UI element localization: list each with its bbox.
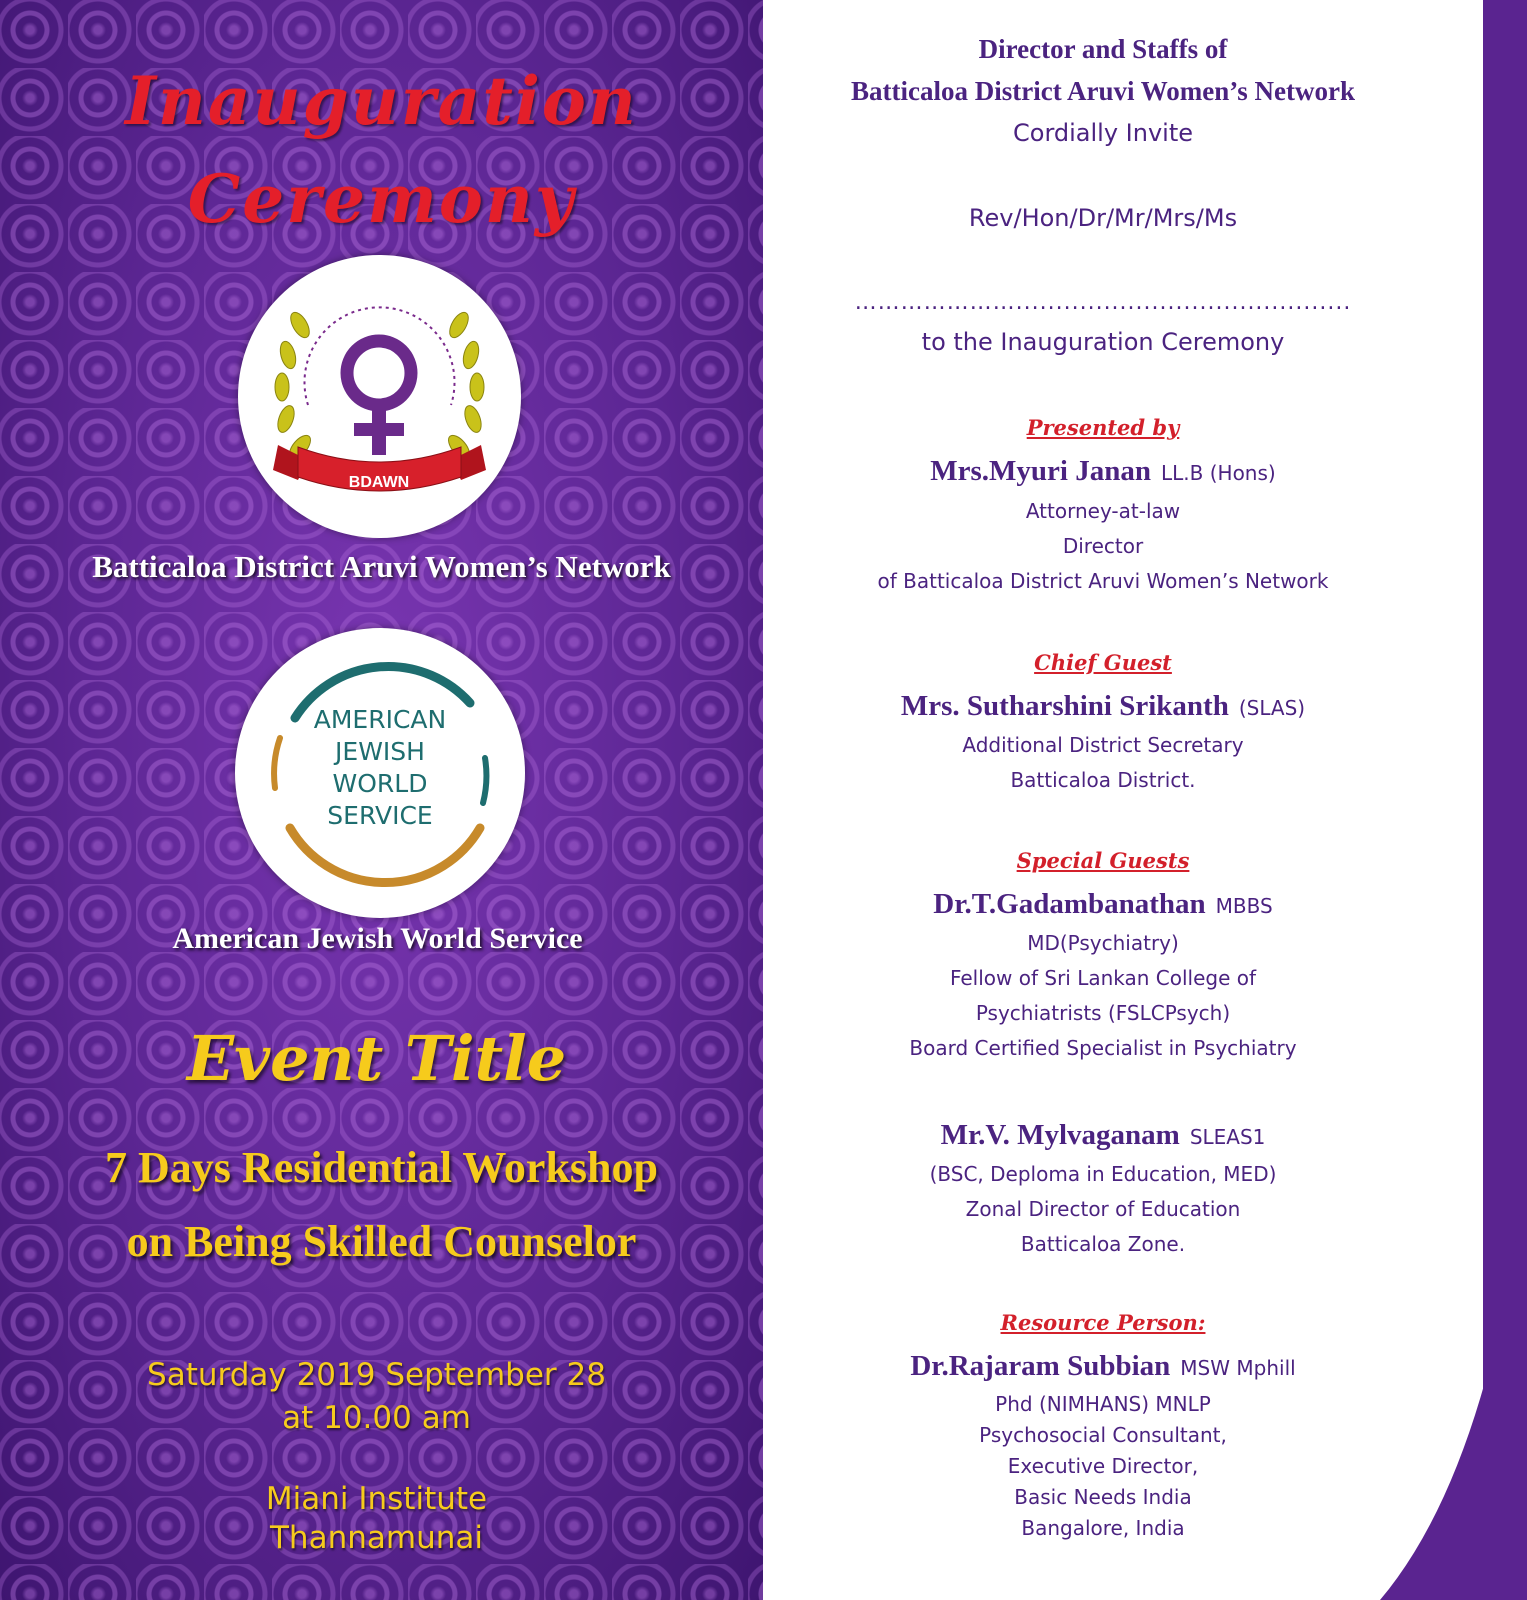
resource-line-4: Basic Needs India (1014, 1485, 1192, 1509)
presenter-line-2: Director (1062, 534, 1144, 558)
intro-line-2: Batticaloa District Aruvi Women’s Network (851, 76, 1355, 106)
resource-name: Dr.Rajaram Subbian (910, 1350, 1171, 1382)
guest1-name-row (763, 888, 1443, 921)
resource-suffix: MSW Mphill (1180, 1356, 1296, 1380)
chief-name-row (763, 690, 1443, 723)
guest1-line-2: Fellow of Sri Lankan College of (949, 966, 1257, 990)
workshop-line-2: on Being Skilled Counselor (126, 1217, 637, 1266)
presenter-name: Mrs.Myuri Janan (930, 455, 1151, 487)
presented-by-heading: Presented by (1026, 415, 1180, 440)
resource-line-1: Phd (NIMHANS) MNLP (995, 1392, 1211, 1416)
ajws-text-line3: WORLD (332, 769, 428, 798)
bdawn-badge-text: BDAWN (348, 474, 410, 491)
chief-guest-heading: Chief Guest (1034, 650, 1172, 675)
special-guests-heading: Special Guests (1016, 848, 1190, 873)
venue-line-1: Miani Institute (265, 1481, 488, 1517)
chief-line-2: Batticaloa District. (1010, 768, 1196, 792)
presenter-line-3: of Batticaloa District Aruvi Women’s Network (877, 569, 1329, 593)
event-date: Saturday 2019 September 28 (147, 1357, 606, 1393)
resource-name-row (763, 1350, 1443, 1383)
resource-line-3: Executive Director, (1007, 1454, 1199, 1478)
chief-name: Mrs. Sutharshini Srikanth (900, 690, 1229, 722)
guest2-line-3: Batticaloa Zone. (1020, 1232, 1186, 1256)
title-ceremony: Ceremony (187, 160, 576, 238)
guest1-line-4: Board Certified Specialist in Psychiatry (909, 1036, 1297, 1060)
guest2-suffix: SLEAS1 (1189, 1125, 1266, 1149)
guest2-name: Mr.V. Mylvaganam (940, 1119, 1180, 1151)
salutation: Rev/Hon/Dr/Mr/Mrs/Ms (968, 204, 1238, 232)
intro-line-1: Director and Staffs of (978, 34, 1228, 64)
ajws-text-line2: JEWISH (335, 737, 425, 766)
event-time: at 10.00 am (282, 1400, 471, 1436)
title-inauguration: Inauguration (125, 62, 638, 140)
guest1-name: Dr.T.Gadambanathan (933, 888, 1206, 920)
guest1-line-1: MD(Psychiatry) (1027, 931, 1179, 955)
guest2-name-row (763, 1119, 1443, 1152)
chief-suffix: (SLAS) (1238, 696, 1306, 720)
org-name-bdawn: Batticaloa District Aruvi Women’s Network (92, 549, 671, 584)
to-line: to the Inauguration Ceremony (921, 328, 1285, 356)
ajws-text-line1: AMERICAN (313, 705, 447, 734)
presenter-name-row (763, 455, 1443, 488)
ajws-text-line4: SERVICE (327, 801, 433, 830)
guest2-line-2: Zonal Director of Education (965, 1197, 1241, 1221)
presenter-line-1: Attorney-at-law (1025, 499, 1181, 523)
event-title: Event Title (186, 1022, 567, 1095)
intro-line-3: Cordially Invite (1013, 119, 1193, 147)
resource-line-5: Bangalore, India (1021, 1516, 1185, 1540)
guest2-line-1: (BSC, Deploma in Education, MED) (929, 1162, 1277, 1186)
chief-line-1: Additional District Secretary (962, 733, 1244, 757)
resource-person-heading: Resource Person: (1000, 1310, 1206, 1335)
guest1-suffix: MBBS (1215, 894, 1273, 918)
resource-line-2: Psychosocial Consultant, (979, 1423, 1227, 1447)
venue-line-2: Thannamunai (270, 1520, 483, 1556)
presenter-suffix: LL.B (Hons) (1161, 461, 1276, 485)
dotted-line: ………………….......................................... (854, 290, 1352, 315)
org-name-ajws: American Jewish World Service (172, 922, 583, 955)
workshop-line-1: 7 Days Residential Workshop (105, 1143, 658, 1192)
guest1-line-3: Psychiatrists (FSLCPsych) (975, 1001, 1231, 1025)
